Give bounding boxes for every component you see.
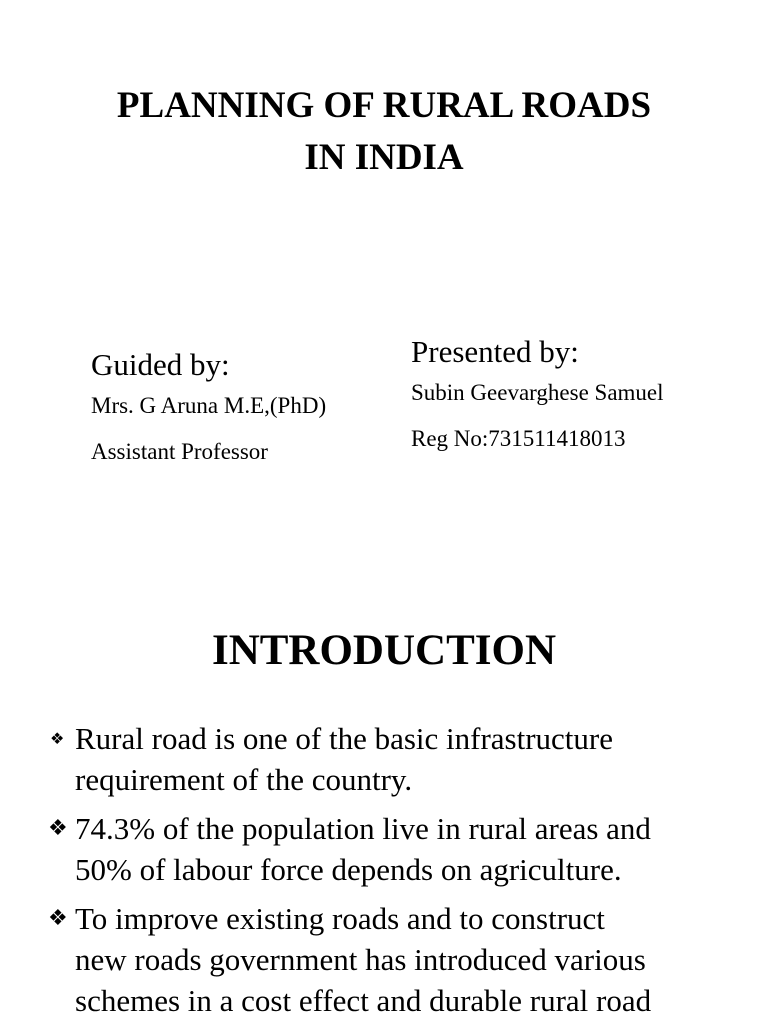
bullet-text: Rural road is one of the basic infrastructure requirement of the country. [75,721,614,797]
guide-name: Mrs. G Aruna M.E,(PhD) [91,393,327,418]
guided-by-heading: Guided by: [91,347,230,382]
introduction-heading: INTRODUCTION [211,627,557,674]
presented-by-heading: Presented by: [411,334,579,369]
presented-by-block [411,333,664,471]
bullet-text: 74.3% of the population live in rural areas and 50% of labour force depends on agriculture. [75,811,651,887]
guide-designation: Assistant Professor [91,439,268,464]
page-title [0,80,768,184]
title-line-2: IN INDIA [304,137,464,178]
title-line-1: PLANNING OF RURAL ROADS [116,85,652,126]
list-item [0,808,768,890]
presenter-name: Subin Geevarghese Samuel [411,380,664,405]
introduction-slide [0,600,768,1024]
diamond-bullet-icon: ❖ [50,729,65,748]
bullet-list [0,718,768,1029]
diamond-bullet-icon: ❖ [48,816,68,841]
diamond-bullet-icon: ❖ [48,906,68,931]
presenter-reg-no: Reg No:731511418013 [411,426,626,451]
list-item [0,898,768,1021]
bullet-text: To improve existing roads and to construct new roads government has introduced various schemes in a cost effect and durable rural road [75,901,652,1018]
list-item [0,718,768,800]
guided-by-block [91,346,326,484]
